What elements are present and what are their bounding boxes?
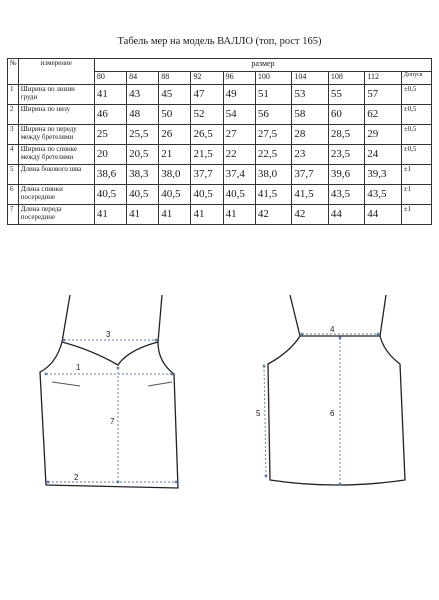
value-cell: 44 [365,205,401,225]
back-left-strap [290,295,300,336]
row-number: 4 [8,145,19,165]
measure-name: Ширина по переду между бретелями [18,125,94,145]
header-row [8,59,432,72]
value-cell: 37,7 [191,165,223,185]
value-cell: 37,4 [223,165,255,185]
value-cell: 40,5 [159,185,191,205]
value-cell: 40,5 [191,185,223,205]
value-cell: 41,5 [292,185,328,205]
page-title: Табель мер на модель ВАЛЛО (топ, рост 165) [117,36,322,47]
tolerance-cell: ±1 [401,185,431,205]
size-cell: 100 [255,72,291,85]
value-cell: 44 [328,205,364,225]
value-cell: 27,5 [255,125,291,145]
tolerance-cell: ±0,5 [401,85,431,105]
value-cell: 29 [365,125,401,145]
value-cell: 38,0 [255,165,291,185]
value-cell: 41 [159,205,191,225]
value-cell: 52 [191,105,223,125]
value-cell: 23,5 [328,145,364,165]
value-cell: 57 [365,85,401,105]
measure-label-4: 4 [330,325,335,334]
measure-name: Ширина по линии груди [18,85,94,105]
value-cell: 21,5 [191,145,223,165]
size-cell: 84 [127,72,159,85]
value-cell: 41,5 [255,185,291,205]
value-cell: 38,0 [159,165,191,185]
measure-label-1: 1 [76,363,81,372]
measure-name: Ширина по спинке между бретелями [18,145,94,165]
table-row [8,145,432,165]
value-cell: 42 [292,205,328,225]
back-outline [268,336,405,485]
value-cell: 50 [159,105,191,125]
tolerance-cell: ±1 [401,165,431,185]
front-right-strap [158,295,162,342]
measure-label-6: 6 [330,409,335,418]
tolerance-cell: ±0,5 [401,105,431,125]
size-table [7,58,432,225]
value-cell: 39,6 [328,165,364,185]
value-cell: 46 [94,105,126,125]
value-cell: 40,5 [223,185,255,205]
value-cell: 24 [365,145,401,165]
table-row [8,85,432,105]
row-number: 5 [8,165,19,185]
size-cell: 80 [94,72,126,85]
measure-label-7: 7 [110,417,115,426]
value-cell: 27 [223,125,255,145]
value-cell: 47 [191,85,223,105]
measure-name: Длина спинки посередине [18,185,94,205]
value-cell: 20,5 [127,145,159,165]
garment-sketch [0,290,439,510]
tolerance-cell: ±1 [401,205,431,225]
value-cell: 22 [223,145,255,165]
measure-label-5: 5 [256,409,261,418]
front-left-strap [62,295,70,342]
header-tolerance: Допуск [401,72,431,85]
value-cell: 21 [159,145,191,165]
measure-name: Ширина по низу [18,105,94,125]
value-cell: 43 [127,85,159,105]
value-cell: 41 [94,205,126,225]
tolerance-cell: ±0,5 [401,125,431,145]
value-cell: 28,5 [328,125,364,145]
header-measure: измерение [18,59,94,85]
value-cell: 58 [292,105,328,125]
value-cell: 55 [328,85,364,105]
row-number: 1 [8,85,19,105]
header-size: размер [94,59,431,72]
value-cell: 40,5 [127,185,159,205]
value-cell: 25,5 [127,125,159,145]
value-cell: 41 [94,85,126,105]
value-cell: 38,3 [127,165,159,185]
value-cell: 39,3 [365,165,401,185]
value-cell: 62 [365,105,401,125]
value-cell: 41 [127,205,159,225]
value-cell: 45 [159,85,191,105]
table-row [8,205,432,225]
measure-label-3: 3 [106,330,111,339]
value-cell: 23 [292,145,328,165]
measure-name: Длина бокового шва [18,165,94,185]
back-view [268,295,405,485]
row-number: 6 [8,185,19,205]
value-cell: 26,5 [191,125,223,145]
value-cell: 22,5 [255,145,291,165]
value-cell: 25 [94,125,126,145]
value-cell: 20 [94,145,126,165]
row-number: 2 [8,105,19,125]
size-cell: 108 [328,72,364,85]
value-cell: 43,5 [328,185,364,205]
front-outline [40,342,178,488]
row-number: 7 [8,205,19,225]
value-cell: 54 [223,105,255,125]
header-number: № [8,59,19,85]
table-row [8,125,432,145]
value-cell: 53 [292,85,328,105]
measure-5-line [264,366,266,476]
value-cell: 56 [255,105,291,125]
tolerance-cell: ±0,5 [401,145,431,165]
value-cell: 40,5 [94,185,126,205]
value-cell: 41 [223,205,255,225]
size-cell: 96 [223,72,255,85]
value-cell: 49 [223,85,255,105]
value-cell: 41 [191,205,223,225]
value-cell: 28 [292,125,328,145]
value-cell: 42 [255,205,291,225]
table-row [8,165,432,185]
value-cell: 48 [127,105,159,125]
row-number: 3 [8,125,19,145]
front-arrowheads [45,339,178,484]
value-cell: 51 [255,85,291,105]
size-cell: 88 [159,72,191,85]
measure-label-2: 2 [74,473,79,482]
value-cell: 38,6 [94,165,126,185]
table-row [8,105,432,125]
table-row [8,185,432,205]
back-arrowheads [263,333,380,486]
front-darts [52,382,172,386]
value-cell: 43,5 [365,185,401,205]
measure-name: Длина переда посередине [18,205,94,225]
value-cell: 26 [159,125,191,145]
value-cell: 37,7 [292,165,328,185]
back-right-strap [380,295,386,336]
front-view [40,295,178,488]
size-cell: 104 [292,72,328,85]
size-cell: 112 [365,72,401,85]
size-cell: 92 [191,72,223,85]
value-cell: 60 [328,105,364,125]
